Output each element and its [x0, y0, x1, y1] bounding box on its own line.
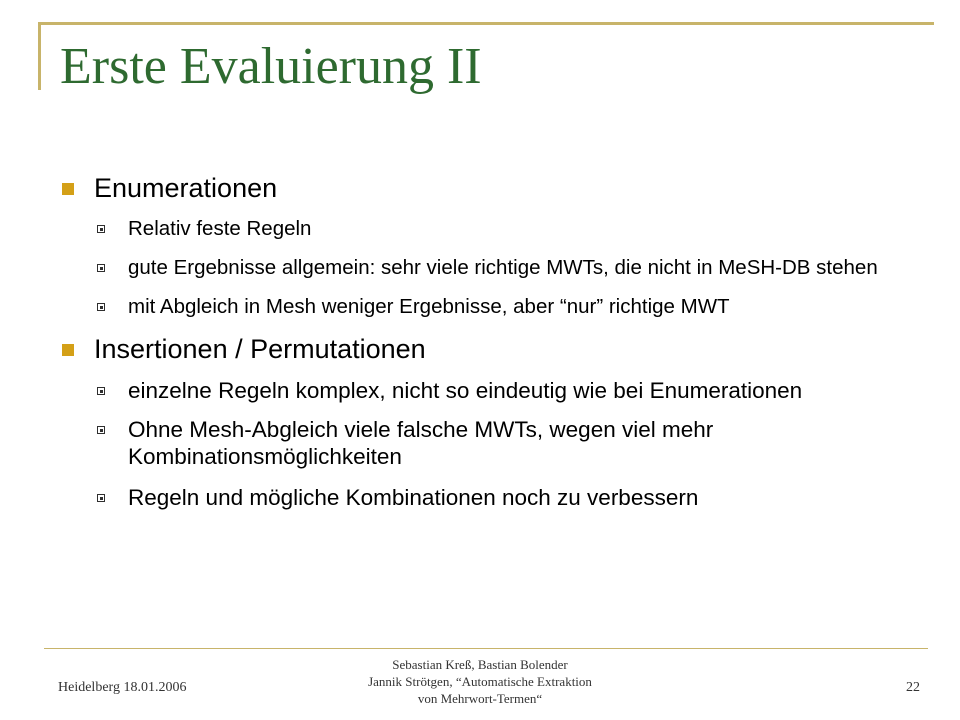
- hollow-square-bullet-icon: [97, 225, 105, 233]
- slide-content: [56, 172, 906, 511]
- hollow-square-bullet-icon: [97, 494, 105, 502]
- section-heading-label: Insertionen / Permutationen: [94, 334, 426, 364]
- list-item: einzelne Regeln komplex, nicht so eindeutig wie bei Enumerationen: [56, 377, 906, 404]
- section-heading-enumerationen: [56, 172, 906, 204]
- section-heading-insertionen: [56, 333, 906, 365]
- hollow-square-bullet-icon: [97, 303, 105, 311]
- footer-authors-line: von Mehrwort-Termen“: [417, 691, 543, 706]
- hollow-square-bullet-icon: [97, 426, 105, 434]
- footer-authors-line: Sebastian Kreß, Bastian Bolender: [392, 657, 568, 672]
- frame-left-line: [38, 22, 41, 90]
- square-bullet-icon: [62, 344, 74, 356]
- footer-divider: [44, 648, 928, 649]
- list-item: Regeln und mögliche Kombinationen noch zu verbessern: [56, 484, 906, 511]
- section-heading-label: Enumerationen: [94, 173, 278, 203]
- list-item: gute Ergebnisse allgemein: sehr viele richtige MWTs, die nicht in MeSH-DB stehen: [56, 256, 906, 280]
- hollow-square-bullet-icon: [97, 387, 105, 395]
- list-item: Relativ feste Regeln: [56, 217, 906, 241]
- slide-title: Erste Evaluierung II: [60, 38, 482, 95]
- list-item: mit Abgleich in Mesh weniger Ergebnisse, aber “nur” richtige MWT: [56, 295, 906, 319]
- frame-top-line: [38, 22, 934, 25]
- square-bullet-icon: [62, 183, 74, 195]
- list-item: Ohne Mesh-Abgleich viele falsche MWTs, wegen viel mehr Kombinationsmöglichkeiten: [56, 416, 906, 470]
- footer-authors-line: Jannik Strötgen, “Automatische Extraktion: [368, 674, 592, 689]
- page-number: 22: [906, 680, 920, 695]
- footer-location-date: Heidelberg 18.01.2006: [58, 680, 187, 695]
- footer-authors: [320, 656, 640, 707]
- hollow-square-bullet-icon: [97, 264, 105, 272]
